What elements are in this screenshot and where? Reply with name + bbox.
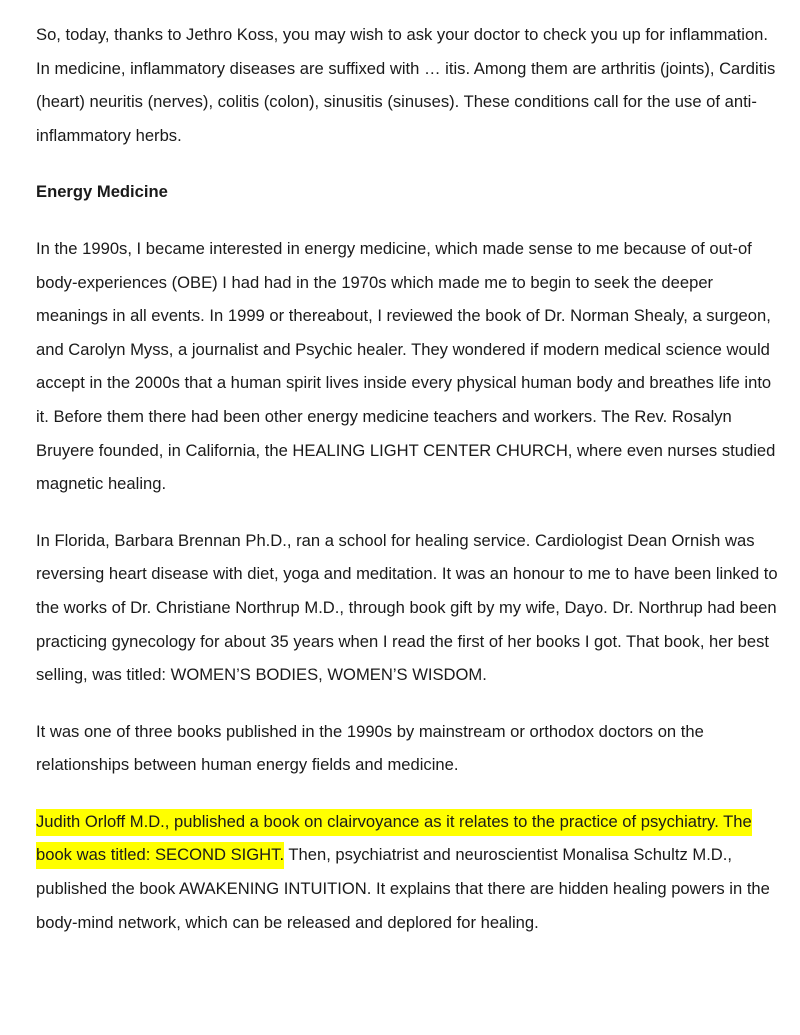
paragraph-continuation-text: Then, psychiatrist and neuroscientist Monalisa Schultz M.D., published the book AWAKENING INTUITION. It explains that there are hidden healing powers in the body-mind network, which can be released and deplored for healing. [36,845,770,932]
paragraph-second-sight [36,805,786,939]
paragraph-florida-healers: In Florida, Barbara Brennan Ph.D., ran a school for healing service. Cardiologist Dean Ornish was reversing heart disease with diet, yoga and meditation. It was an honour to me to have been linked to the works of Dr. Christiane Northrup M.D., through book gift by my wife, Dayo. Dr. Northrup had been practicing gynecology for about 35 years when I read the first of her books I got. That book, her best selling, was titled: WOMEN’S BODIES, WOMEN’S WISDOM. [36,530,778,685]
document-page [36,18,786,962]
paragraph-three-books: It was one of three books published in the 1990s by mainstream or orthodox doctors on the relationships between human energy fields and medicine. [36,721,704,775]
paragraph-energy-medicine-intro: In the 1990s, I became interested in energy medicine, which made sense to me because of out-of body-experiences (OBE) I had had in the 1970s which made me to begin to seek the deeper meanings in all events. In 1999 or thereabout, I reviewed the book of Dr. Norman Shealy, a surgeon, and Carolyn Myss, a journalist and Psychic healer. They wondered if modern medical science would accept in the 2000s that a human spirit lives inside every physical human body and breathes life into it. Before them there had been other energy medicine teachers and workers. The Rev. Rosalyn Bruyere founded, in California, the HEALING LIGHT CENTER CHURCH, where even nurses studied magnetic healing. [36,238,776,494]
section-heading-energy-medicine: Energy Medicine [36,182,168,202]
paragraph-inflammation: So, today, thanks to Jethro Koss, you may wish to ask your doctor to check you up for inflammation. In medicine, inflammatory diseases are suffixed with … itis. Among them are arthritis (joints), Carditis (heart) neuritis (nerves), colitis (colon), sinusitis (sinuses). These conditions call for the use of anti-inflammatory herbs. [36,25,776,145]
highlighted-text: Judith Orloff M.D., published a book on clairvoyance as it relates to the practice of psychiatry. The book was titled: SECOND SIGHT. [36,809,752,870]
